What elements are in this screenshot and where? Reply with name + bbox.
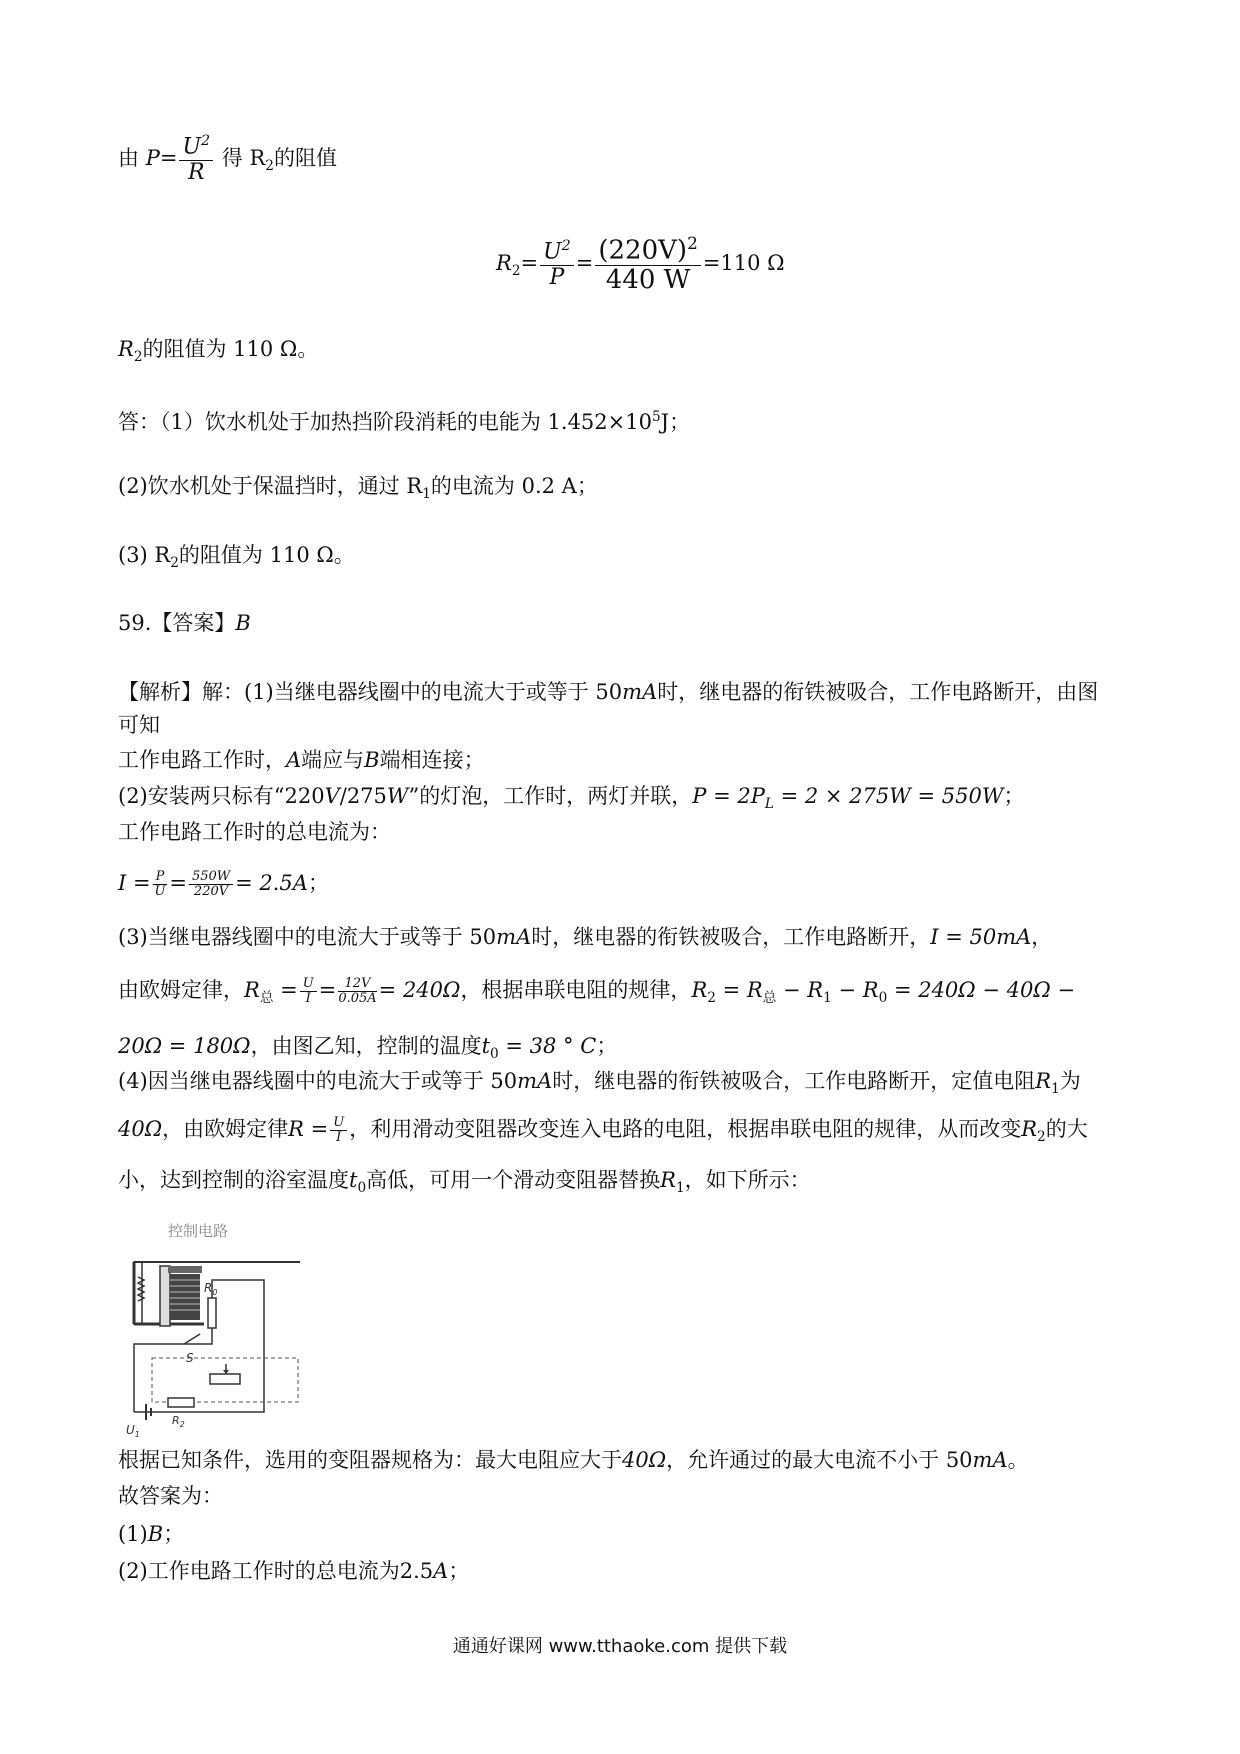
- switch-icon[interactable]: [184, 1334, 200, 1344]
- analysis-3-a: A: [286, 748, 302, 772]
- eq1-n1: U: [543, 239, 562, 265]
- analysis-5: 工作电路工作时的总电流为：: [118, 820, 391, 844]
- answer-3-pre: (3) R: [118, 543, 171, 567]
- analysis-6-f1-den: U: [154, 884, 166, 899]
- r2-sub: 2: [133, 349, 143, 366]
- analysis-8-f2-num: 12V: [338, 977, 376, 992]
- conclusion-4-unit: A: [433, 1559, 449, 1583]
- analysis-8-eq3-mid: = R: [715, 978, 763, 1002]
- analysis-7-mid: 时，继电器的衔铁被吸合，工作电路断开，: [531, 925, 931, 949]
- analysis-3-mid: 端应与: [301, 748, 365, 772]
- analysis-line-3: [118, 745, 485, 775]
- analysis-8-eq3-post3: = 240Ω − 40Ω −: [887, 978, 1076, 1002]
- analysis-11-r2: R: [1021, 1117, 1038, 1141]
- eq1-eq: =: [520, 250, 539, 275]
- analysis-6-frac-1: [153, 870, 168, 900]
- analysis-3-post: 端相连接；: [379, 748, 485, 772]
- eq1-n2: (220V): [598, 235, 688, 266]
- coil-icon: [170, 1274, 200, 1320]
- analysis-8-f1-num: U: [300, 977, 317, 992]
- analysis-7-end: ，: [1031, 925, 1053, 949]
- r2-var: R: [118, 337, 134, 361]
- eq1-d1: P: [549, 264, 565, 290]
- analysis-12-tsub: 0: [357, 1180, 367, 1197]
- eq1-fraction-1: [540, 239, 574, 290]
- analysis-line-1: [118, 677, 1098, 707]
- analysis-8-eq3: R: [691, 978, 708, 1002]
- analysis-8-eq2: =: [318, 978, 337, 1002]
- r2-resistor: [168, 1398, 194, 1407]
- intro-p-var: P: [145, 145, 160, 170]
- analysis-11-post: ，利用滑动变阻器改变连入电路的电阻，根据串联电阻的规律，从而改变: [349, 1117, 1022, 1141]
- intro-line: [118, 134, 337, 185]
- intro-eq: =: [159, 145, 178, 170]
- analysis-8-eq3-post2: − R: [831, 978, 879, 1002]
- iron-core: [160, 1266, 170, 1326]
- analysis-8-frac-1: [300, 977, 317, 1007]
- spring-icon: [138, 1277, 144, 1301]
- analysis-12-mid: 高低，可用一个滑动变阻器替换: [366, 1168, 661, 1192]
- analysis-6-frac-2: [189, 870, 233, 900]
- intro-prefix: 由: [118, 145, 139, 170]
- analysis-11-frac: [330, 1116, 347, 1146]
- analysis-4-w: W: [386, 784, 409, 808]
- answer-3-post: 的阻值为 110 Ω。: [178, 543, 355, 567]
- analysis-8-eq3-sub2: 总: [762, 990, 777, 1007]
- analysis-8-rsub: 总: [259, 990, 274, 1007]
- rheostat-icon[interactable]: [210, 1374, 240, 1384]
- answer-1-exp: 5: [651, 409, 661, 425]
- analysis-line-2: [118, 710, 160, 740]
- r2-text: 的阻值为 110 Ω。: [142, 337, 319, 361]
- conclusion-4-pre: (2)工作电路工作时的总电流为: [118, 1559, 400, 1583]
- intro-fraction: [179, 134, 213, 185]
- answer-line-1: [118, 402, 690, 437]
- answer-line-2: [118, 471, 598, 509]
- analysis-7-pre: (3)当继电器线圈中的电流大于或等于 50: [118, 925, 497, 949]
- relay-circuit-diagram: [124, 1222, 314, 1442]
- analysis-11-f-num: U: [330, 1116, 347, 1131]
- analysis-3-pre: 工作电路工作时，: [118, 748, 286, 772]
- answer-2-sub: 1: [422, 486, 431, 503]
- conclusion-3-pre: (1): [118, 1522, 148, 1546]
- conclusion-line-4: [118, 1556, 469, 1586]
- intro-suffix: 得 R: [221, 145, 266, 170]
- analysis-line-6: [118, 868, 329, 899]
- analysis-4-v: V: [324, 784, 340, 808]
- analysis-3-b: B: [364, 748, 380, 772]
- analysis-9-res: = 38 ° C: [498, 1034, 597, 1058]
- analysis-11-r2sub: 2: [1037, 1129, 1046, 1146]
- analysis-11-pre: 40Ω: [118, 1117, 163, 1141]
- analysis-11-r: R =: [288, 1117, 329, 1141]
- analysis-8-eq3-sub4: 0: [878, 990, 888, 1007]
- analysis-10-end: 为: [1059, 1069, 1081, 1093]
- analysis-9-t: t: [481, 1034, 491, 1058]
- u1-label: $U_1$: [126, 1423, 140, 1439]
- answer-2-pre: (2)饮水机处于保温挡时，通过 R: [118, 474, 423, 498]
- analysis-4-eq: P = 2P: [692, 784, 765, 808]
- analysis-1-unit: mA: [622, 680, 658, 704]
- analysis-4-pre: (2)安装两只标有“220: [118, 784, 325, 808]
- conclusion-line-3: [118, 1519, 184, 1549]
- analysis-line-8: [118, 975, 1075, 1013]
- analysis-6-eq: =: [169, 871, 187, 895]
- analysis-6-f1-num: P: [153, 870, 168, 885]
- analysis-9-eq: 20Ω = 180Ω: [118, 1034, 251, 1058]
- analysis-10-rsub: 1: [1051, 1081, 1060, 1098]
- analysis-9-mid: ，由图乙知，控制的温度: [250, 1034, 482, 1058]
- analysis-line-10: [118, 1066, 1081, 1104]
- answer-1-pre: 答：（1）饮水机处于加热挡阶段消耗的电能为 1.452×10: [118, 410, 652, 434]
- intro-den: R: [187, 159, 205, 185]
- analysis-11-f-den: I: [336, 1130, 342, 1145]
- analysis-7-eq: I = 50mA: [930, 925, 1032, 949]
- conclusion-1-unit: mA: [972, 1448, 1008, 1472]
- intro-num: U: [182, 134, 201, 160]
- analysis-4-eq-post: = 2 × 275W = 550W: [773, 784, 1004, 808]
- analysis-8-mid: ，根据串联电阻的规律，: [460, 978, 692, 1002]
- r0-resistor: [208, 1298, 216, 1328]
- analysis-line-9: [118, 1031, 617, 1069]
- analysis-7-unit: mA: [496, 925, 532, 949]
- analysis-8-pre: 由欧姆定律，: [118, 978, 244, 1002]
- analysis-6-f2-den: 220V: [193, 884, 229, 899]
- conclusion-line-1: [118, 1445, 1029, 1475]
- analysis-8-frac-2: [338, 977, 376, 1007]
- analysis-6-res: = 2.5A: [235, 871, 308, 895]
- analysis-8-eq3-sub3: 1: [823, 990, 832, 1007]
- conclusion-1-mid: ，允许通过的最大电流不小于 50: [666, 1448, 973, 1472]
- conclusion-3-b: B: [147, 1522, 164, 1546]
- analysis-12-rsub: 1: [675, 1180, 685, 1197]
- analysis-8-eq3-sub: 2: [707, 990, 716, 1007]
- r2-value-line: [118, 334, 318, 372]
- conclusion-1-end: 。: [1007, 1448, 1029, 1472]
- analysis-6-i: I =: [118, 871, 151, 895]
- r0-label: $R_0$: [204, 1281, 218, 1297]
- eq1-eq2: =: [575, 250, 594, 275]
- analysis-4-slash: /275: [339, 784, 387, 808]
- q59-answer: [118, 608, 251, 638]
- conclusion-3-end: ；: [163, 1522, 185, 1546]
- analysis-8-eq: =: [273, 978, 298, 1002]
- r2-label: $R_2$: [172, 1414, 185, 1429]
- analysis-10-mid: 时，继电器的衔铁被吸合，工作电路断开，定值电阻: [552, 1069, 1036, 1093]
- analysis-line-5: [118, 817, 391, 847]
- conclusion-1-val: 40Ω: [622, 1448, 667, 1472]
- analysis-8-f2-den: 0.05A: [338, 991, 377, 1006]
- analysis-10-pre: (4)因当继电器线圈中的电流大于或等于 50: [118, 1069, 518, 1093]
- conclusion-4-val: 2.5: [399, 1559, 434, 1583]
- answer-1-post: J；: [660, 410, 691, 434]
- analysis-10-unit: mA: [517, 1069, 553, 1093]
- analysis-9-end: ；: [596, 1034, 618, 1058]
- analysis-10-r: R: [1035, 1069, 1052, 1093]
- equation-r2: [496, 234, 785, 295]
- analysis-4-end: ；: [1003, 784, 1025, 808]
- analysis-12-r: R: [660, 1168, 676, 1192]
- analysis-12-t: t: [349, 1168, 358, 1192]
- figure-title: 控制电路: [168, 1222, 229, 1240]
- conclusion-4-end: ；: [448, 1559, 470, 1583]
- analysis-9-tsub: 0: [490, 1046, 499, 1063]
- eq1-lhs-sub: 2: [511, 263, 521, 280]
- analysis-11-end: 的大: [1045, 1117, 1088, 1141]
- analysis-4-mid: ”的灯泡，工作时，两灯并联，: [408, 784, 693, 808]
- page-footer: 通通好课网 www.tthaoke.com 提供下载: [452, 1636, 788, 1657]
- analysis-line-4: [118, 781, 1024, 819]
- analysis-8-f1-den: I: [305, 991, 311, 1006]
- eq1-n2-exp: 2: [687, 233, 698, 253]
- analysis-6-f2-num: 550W: [189, 870, 233, 885]
- conclusion-line-2: [118, 1481, 223, 1511]
- analysis-11-mid: ，由欧姆定律: [162, 1117, 289, 1141]
- switch-label: S: [186, 1351, 194, 1365]
- eq1-d2: 440 W: [605, 265, 691, 296]
- analysis-4-eq-sub: L: [764, 796, 774, 813]
- analysis-2: 可知: [118, 713, 160, 737]
- intro-sub: 2: [265, 158, 274, 175]
- intro-tail: 的阻值: [273, 145, 337, 170]
- analysis-1-post: 时，继电器的衔铁被吸合，工作电路断开，由图: [657, 680, 1099, 704]
- conclusion-1-pre: 根据已知条件，选用的变阻器规格为：最大电阻应大于: [118, 1448, 622, 1472]
- analysis-line-7: [118, 922, 1052, 952]
- eq1-result: =110 Ω: [702, 250, 785, 275]
- q59-num: 59.【答案】: [118, 611, 236, 635]
- answer-2-post: 的电流为 0.2 A；: [430, 474, 598, 498]
- eq1-n1-exp: 2: [561, 238, 571, 255]
- analysis-8-res: = 240Ω: [378, 978, 461, 1002]
- analysis-line-11: [118, 1114, 1088, 1152]
- analysis-8-eq3-post: − R: [776, 978, 824, 1002]
- q59-ans: B: [235, 611, 251, 635]
- answer-line-3: [118, 540, 355, 578]
- conclusion-2: 故答案为：: [118, 1484, 223, 1508]
- analysis-1-pre: 【解析】解：(1)当继电器线圈中的电流大于或等于 50: [118, 680, 623, 704]
- answer-3-sub: 2: [170, 555, 179, 572]
- analysis-8-r: R: [244, 978, 260, 1002]
- analysis-line-12: [118, 1165, 811, 1203]
- intro-exp: 2: [200, 133, 211, 149]
- eq1-fraction-2: [595, 234, 700, 295]
- analysis-12-pre: 小，达到控制的浴室温度: [118, 1168, 349, 1192]
- analysis-12-end: ，如下所示：: [684, 1168, 811, 1192]
- analysis-6-end: ；: [307, 871, 329, 895]
- coil-cap-top: [168, 1266, 202, 1273]
- eq1-lhs: R: [496, 250, 512, 275]
